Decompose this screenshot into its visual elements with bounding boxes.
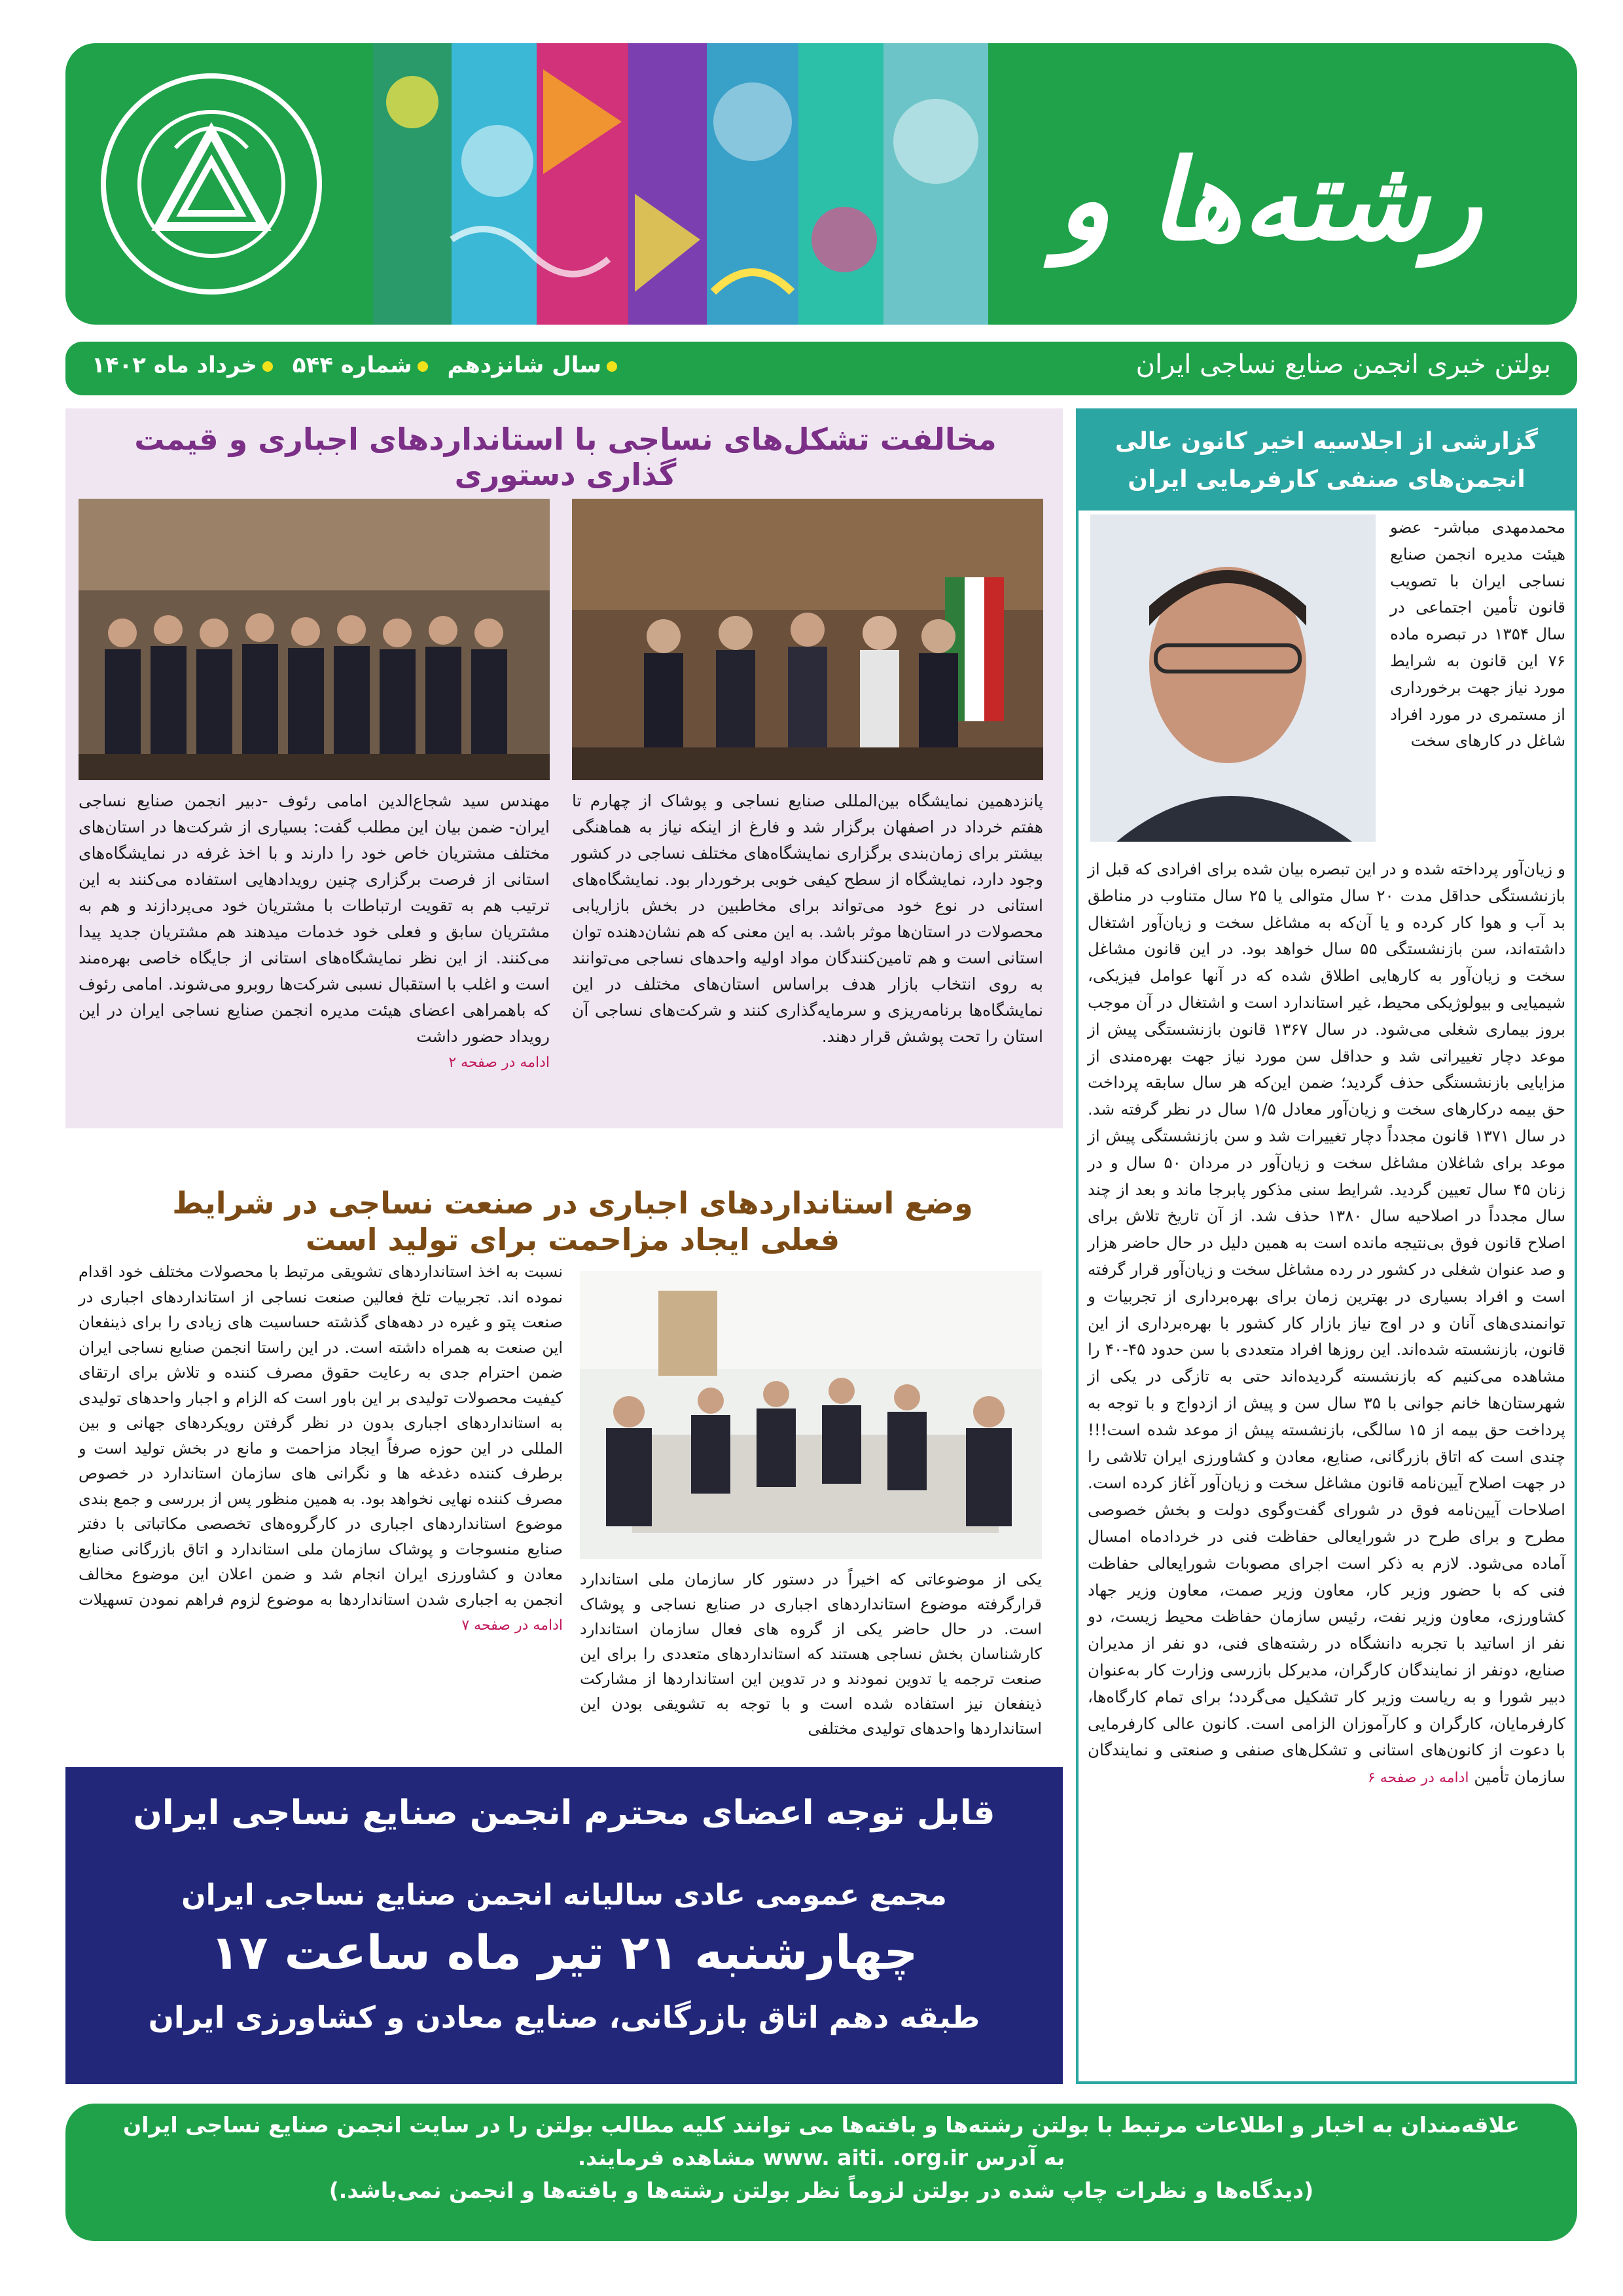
- lead-column-right: پانزدهمین نمایشگاه بین‌المللی صنایع نساجی و پوشاک از چهارم تا هفتم خرداد در اصفهان برگزار شد و فارغ از اینکه نیاز به هماهنگی بیشتر برای زمان‌بندی برگزاری نمایشگاه‌های مختلف نساجی در کشور وجود دارد، نمایشگاه از سطح کیفی خوبی برخوردار بود. نمایشگاه‌های استانی در نوع خود می‌تواند برای مخاطبین در بخش بازاریابی محصولات در استان‌ها موثر باشد. به این معنی که هم نشان‌دهنده توان استانی است و هم تامین‌کنندگان مواد اولیه واحدهای نساجی می‌توانند به روی انتخاب بازار هدف براساس استان‌های مختلف در این نمایشگاه‌ها برنامه‌ریزی و سرمایه‌گذاری کنند و شرکت‌های نساجی آن استان را تحت پوشش قرار دهند.: [572, 791, 1043, 1046]
- notice-event: مجمع عمومی عادی سالیانه انجمن صنایع نساجی ایران: [181, 1878, 947, 1912]
- footer-banner: [65, 2104, 1577, 2241]
- second-column-left: نسبت به اخذ استانداردهای تشویقی مرتبط با محصولات مختلف خود اقدام نموده اند. تجربیات تلخ فعالین صنعت نساجی از استانداردهای اجباری در صنعت پتو و غیره در دهه‌های گذشته حساسیت های زیادی را برای ذینفعان این صنعت به همراه داشته است. در این راستا انجمن صنایع نساجی ایران ضمن احترام جدی به رعایت حقوق مصرف کننده و تلاش برای ارتقای کیفیت محصولات تولیدی بر این باور است که الزام و اجبار واحدهای تولیدی به استانداردهای اجباری بدون در نظر گرفتن رویکردهای جهانی و بین المللی در این حوزه صرفاً ایجاد مزاحمت و مانع در بخش تولید است و برطرف کننده دغدغه ها و نگرانی های سازمان استاندارد در خصوص مصرف کننده نهایی نخواهد بود. به همین منظور پس از بررسی و جمع بندی موضوع استانداردهای اجباری در کارگروه‌های تخصصی مکاتباتی با دفتر صنایع منسوجات و پوشاک سازمان ملی استاندارد و اتاق بازرگانی صنایع معادن و کشاورزی ایران انجام شد و ضمن اعلان این موضوع مخالف انجمن به اجباری شدن استانداردها به موضوع لزوم فراهم نمودن تسهیلات ادامه در صفحه ۷: [79, 1263, 563, 1634]
- bullet-icon: [262, 361, 273, 372]
- sidebar-title: گزارشی از اجلاسیه اخیر کانون عالی انجمن‌های صنفی کارفرمایی ایران: [1079, 411, 1575, 511]
- lead-column-left: مهندس سید شجاع‌الدین امامی رئوف -دبیر انجمن صنایع نساجی ایران- ضمن بیان این مطلب گفت: بسیاری از شرکت‌ها در استان‌های مختلف مشتریان خاص خود را دارند و با اخذ غرفه در نمایشگاه‌های استانی از فرصت برگزاری چنین رویدادهایی استفاده می‌کنند به این ترتیب هم به تقویت ارتباطات با مشتریان خود می‌پردازند و هم به مشتریان سابق و فعلی خود خدمات میدهند هم مشتریان جدید پیدا می‌کنند. از این نظر نمایشگاه‌های استانی از جایگاه خاصی بهره‌مند است و اغلب با استقبال نسبی شرکت‌ها روبرو می‌شوند. امامی رئوف که باهمراهی اعضای هیئت مدیره انجمن صنایع نساجی ایران در این رویداد حضور داشت ادامه در صفحه ۲: [79, 788, 550, 1076]
- bullet-icon: [418, 361, 428, 372]
- lead-article-title: مخالفت تشکل‌های نساجی با استانداردهای اجباری و قیمت گذاری دستوری: [134, 422, 997, 492]
- masthead: [65, 43, 1577, 325]
- footer-disclaimer: (دیدگاه‌ها و نظرات چاپ شده در بولتن لزوماً نظر بولتن رشته‌ها و بافته‌ها و انجمن نمی‌باشد.): [329, 2178, 1314, 2203]
- issue-number: شماره ۵۴۴: [293, 352, 428, 378]
- second-column-right: یکی از موضوعاتی که اخیراً در دستور کار سازمان ملی استاندارد قرارگرفته موضوع استانداردهای اجباری در صنایع نساجی و پوشاک است. در حال حاضر یکی از گروه های فعال سازمان استاندارد کارشناسان بخش نساجی هستند که استانداردهای متعددی را برای این صنعت ترجمه یا تدوین نمودند و در تدوین این استانداردها از مشارکت ذینفعان نیز استفاده شده است و با توجه به تشویقی بودن این استانداردها واحدهای تولیدی مختلفی: [580, 1570, 1042, 1738]
- notice-datetime: چهارشنبه ۲۱ تیر ماه ساعت ۱۷: [210, 1925, 918, 1980]
- bulletin-tagline: بولتن خبری انجمن صنایع نساجی ایران: [1135, 350, 1551, 380]
- footer-line-1: علاقه‌مندان به اخبار و اطلاعات مرتبط با بولتن رشته‌ها و بافته‌ها می توانند کلیه مطالب بولتن را در سایت انجمن صنایع نساجی ایران: [122, 2112, 1520, 2138]
- author-portrait: [1090, 514, 1376, 842]
- issue-bar: [65, 342, 1577, 395]
- board-members-photo: [79, 499, 550, 780]
- footer-website[interactable]: به آدرس www. aiti. .org.ir مشاهده فرمایند.: [577, 2145, 1065, 2170]
- continued-link[interactable]: ادامه در صفحه ۷: [461, 1617, 563, 1634]
- general-assembly-notice: [65, 1767, 1063, 2084]
- second-article-title: وضع استانداردهای اجباری در صنعت نساجی در شرایط فعلی ایجاد مزاحمت برای تولید است: [172, 1185, 973, 1257]
- association-logo: [97, 69, 326, 298]
- meeting-photo: [580, 1271, 1042, 1559]
- sidebar-intro: محمدمهدی مباشر- عضو هیئت مدیره انجمن صنایع نساجی ایران با تصویب قانون تأمین اجتماعی در سال ۱۳۵۴ در تبصره ماده ۷۶ این قانون به شرایط مورد نیاز جهت برخورداری از مستمری در مورد افراد شاغل در کارهای سخت: [1390, 518, 1565, 751]
- continued-link[interactable]: ادامه در صفحه ۲: [448, 1054, 550, 1071]
- continued-link[interactable]: ادامه در صفحه ۶: [1367, 1770, 1469, 1787]
- lead-article: [65, 408, 1063, 1128]
- bulletin-title: رشته‌ها و: [1057, 135, 1482, 266]
- exhibition-award-photo: [572, 499, 1043, 780]
- bullet-icon: [607, 361, 617, 372]
- notice-heading: قابل توجه اعضای محترم انجمن صنایع نساجی ایران: [133, 1793, 995, 1833]
- sidebar-report: [1076, 408, 1577, 2084]
- issue-info: [92, 352, 617, 378]
- issue-year: سال شانزدهم: [448, 352, 617, 378]
- sidebar-body: و زیان‌آور پرداخته شده و در این تبصره بیان شده برای افرادی که قبل از بازنشستگی حداقل مدت ۲۰ سال متوالی یا ۲۵ سال متناوب در مناطق بد آب و هوا کار کرده و یا آن‌که به مشاغل سخت و زیان‌آور اشتغال داشته‌اند، سن بازنشستگی ۵۵ سال خواهد بود. در این قانون مشاغل سخت و زیان‌آور به کارهایی اطلاق شده که در آنها عوامل فیزیکی، شیمیایی و بیولوژیکی محیط، غیر استاندارد است و اشتغال در آن موجب بروز بیماری شغلی می‌شود. در سال ۱۳۶۷ قانون بازنشستگی پیش از موعد دچار تغییراتی شد و حداقل سن مورد نیاز جهت بهره‌مندی از مزایایی بازنشستگی حذف گردید؛ ضمن این‌که هر سال سابقه پرداخت حق بیمه درکارهای سخت و زیان‌آور معادل ۱/۵ سال در نظر گرفته شد. در سال ۱۳۷۱ قانون مجدداً دچار تغییرات شد و سن بازنشستگی پیش از موعد برای شاغلان مشاغل سخت و زیان‌آور در مردان ۵۰ سال و در زنان ۴۵ سال تعیین گردید. شرایط سنی مذکور پابرجا ماند و بعد از چند سال مجدداً در اصلاحیه سال ۱۳۸۰ حذف شد. از آن تاریخ تلاش برای اصلاح قانون فوق بی‌نتیجه مانده است به همین دلیل در حال حاضر هزار و صد عنوان شغلی در کشور در رده مشاغل سخت و زیان‌آور قرار گرفته است و افراد بسیاری در بهترین زمان برای بهره‌برداری از تجربیات و توانمندی‌های آنان و در اوج نیاز بازار کار کشور با بهره‌برداری از این قانون، بازنشسته شده‌اند. این روزها افراد متعددی با سن حدود ۴۵-۴۰ را مشاهده می‌کنیم که بازنشسته گردیده‌اند حتی به تازگی در یکی از شهرستان‌ها خانم جوانی با ۳۵ سال سن و پیش از ازدواج و با توجه به پرداخت حق بیمه از ۱۵ سالگی، بازنشسته پیش از موعد شده است!!! چندی است که اتاق بازرگانی، صنایع، معادن و کشاورزی ایران تلاشی را در جهت اصلاح آیین‌نامه قانون مشاغل سخت و زیان‌آور آغاز کرده است. اصلاحات آیین‌نامه فوق در شورای گفت‌وگوی دولت و بخش خصوصی مطرح و برای طرح در شورایعالی حفاظت فنی در خردادماه امسال آماده می‌شود. لازم به ذکر است اجرای مصوبات شورایعالی حفاظت فنی که با حضور وزیر کار، معاون وزیر صمت، معاون وزیر جهاد کشاورزی، معاون وزیر نفت، رئیس سازمان حفاظت محیط زیست، دو نفر از اساتید با تجربه دانشگاه در رشته‌های فنی، دو نفر از مدیران صنایع، دونفر از نمایندگان کارگران، مدیرکل بازرسی وزارت کار به‌عنوان دبیر شورا و به ریاست وزیر کار تشکیل می‌گردد؛ برای تمام کارگاه‌ها، کارفرمایان، کارگران و کارآموزان الزامی است. کانون عالی کارفرمایی با دعوت از کانون‌های استانی و تشکل‌های صنفی و صنعتی و نمایندگان سازمان تأمین ادامه در صفحه ۶: [1088, 859, 1566, 1787]
- notice-venue: طبقه دهم اتاق بازرگانی، صنایع معادن و کشاورزی ایران: [148, 2000, 980, 2035]
- issue-date: خرداد ماه ۱۴۰۲: [92, 352, 273, 378]
- fabric-collage-image: [373, 43, 988, 325]
